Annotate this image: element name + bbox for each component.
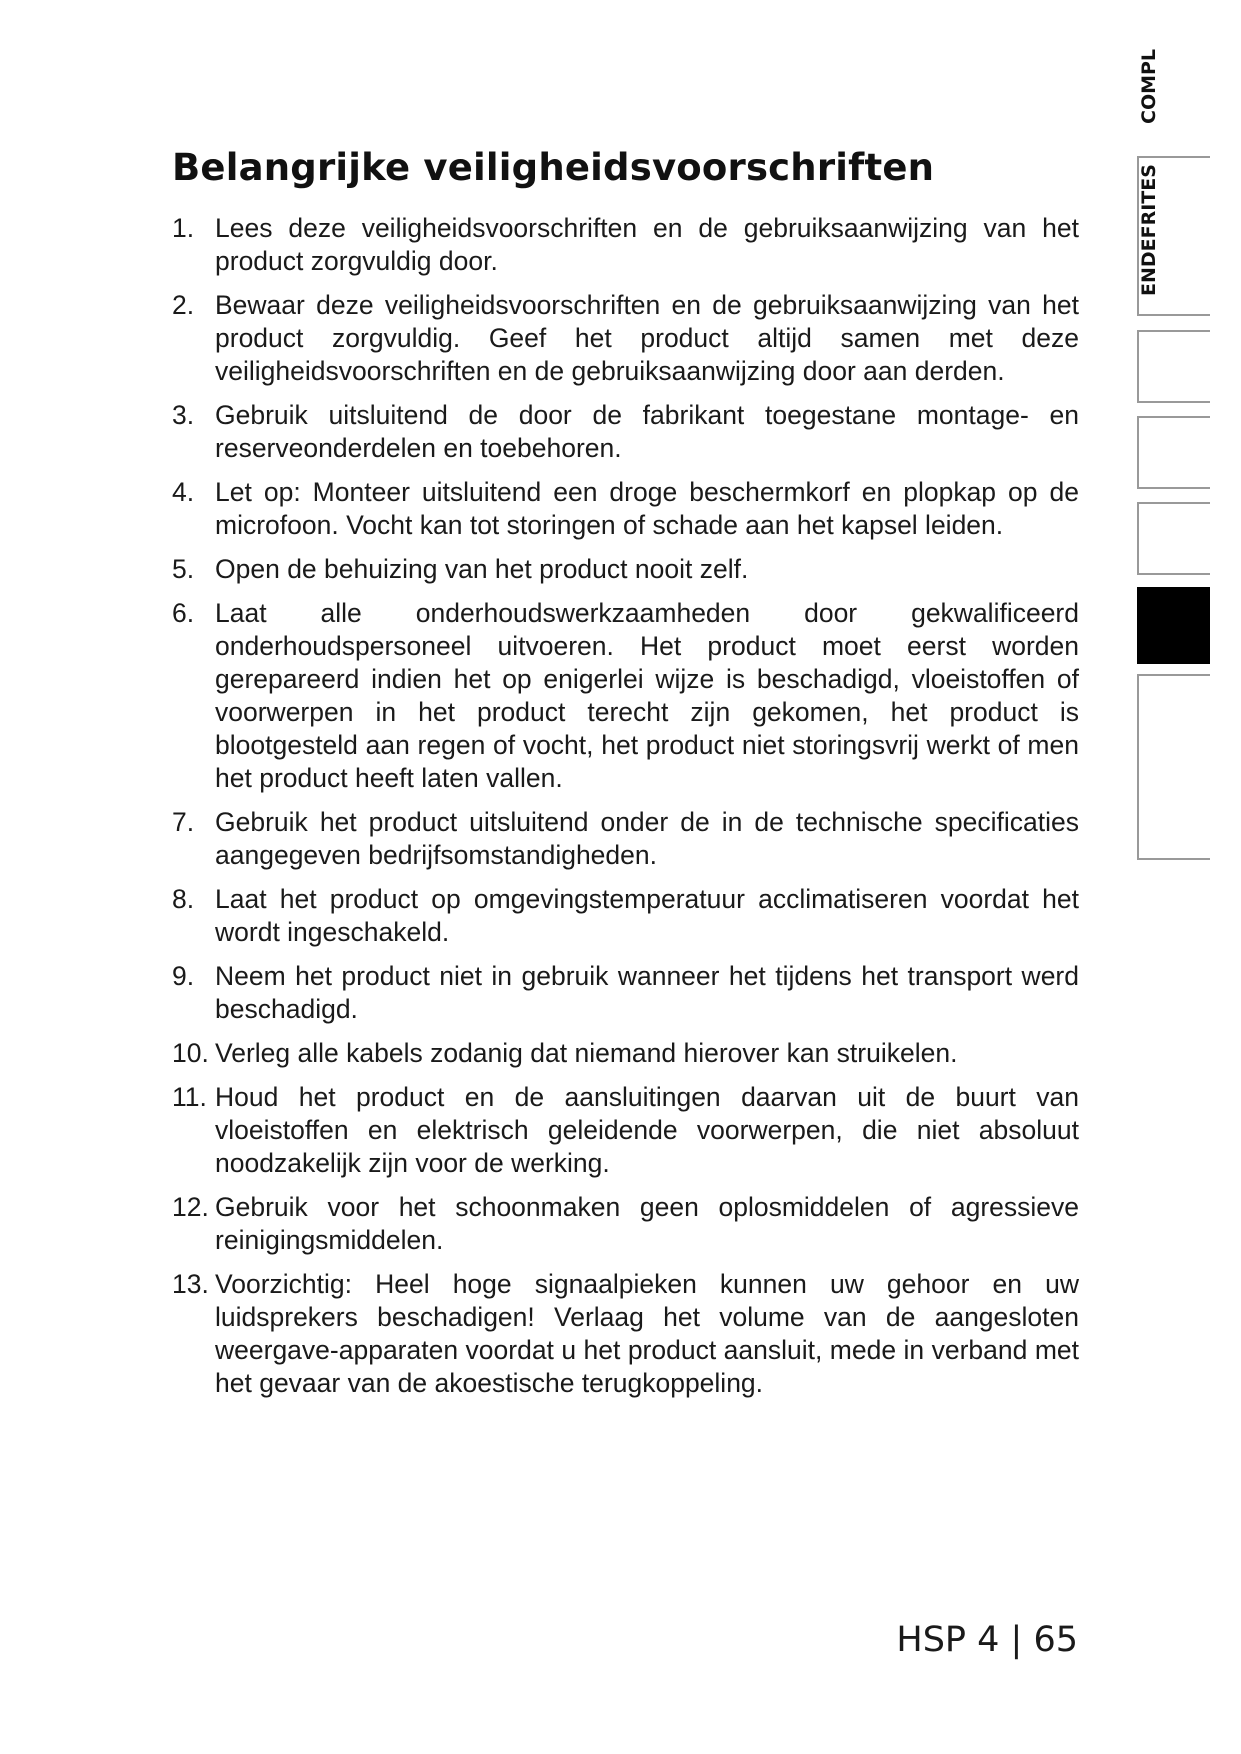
item-text: Voorzichtig: Heel hoge signaalpieken kunnen uw gehoor en uw luidsprekers beschadigen! Verlaag het volume van de aangesloten weergave-apparaten voordat u het product aansluit, mede in verband met het gevaar van de akoestische terugkoppeling. (215, 1269, 1079, 1398)
tab-5[interactable] (1137, 502, 1210, 575)
list-item (172, 883, 1079, 949)
list-item (172, 960, 1079, 1026)
page-footer: HSP 4 | 65 (896, 1620, 1078, 1660)
item-number: 11. (172, 1082, 207, 1112)
item-number: 9. (172, 961, 195, 991)
item-number: 6. (172, 598, 195, 628)
tab-active[interactable] (1137, 587, 1210, 664)
list-item (172, 476, 1079, 542)
item-text: Bewaar deze veiligheidsvoorschriften en de gebruiksaanwijzing van het product zorgvuldig. Geef het product altijd samen met deze veiligheidsvoorschriften en de gebruiksaanwijzing door aan derden. (215, 290, 1079, 386)
tab-3[interactable] (1137, 330, 1210, 403)
list-item (172, 806, 1079, 872)
list-item (172, 212, 1079, 278)
tab-label-endefrites: ENDEFRITES (1138, 164, 1160, 296)
tab-7[interactable] (1137, 674, 1210, 860)
item-text: Laat het product op omgevingstemperatuur acclimatiseren voordat het wordt ingeschakeld. (215, 884, 1079, 947)
safety-instructions-list (172, 212, 1079, 1411)
item-text: Laat alle onderhoudswerkzaamheden door gekwalificeerd onderhoudspersoneel uitvoeren. Het product moet eerst worden gerepareerd indien het op enigerlei wijze is beschadigd, vloeistoffen of voorwerpen in het product terecht zijn gekomen, het product is blootgesteld aan regen of vocht, het product niet storingsvrij werkt of men het product heeft laten vallen. (215, 598, 1079, 793)
item-number: 7. (172, 807, 195, 837)
list-item (172, 289, 1079, 388)
tab-label-compl: COMPL (1138, 48, 1160, 124)
tab-4[interactable] (1137, 416, 1210, 489)
item-number: 2. (172, 290, 195, 320)
item-number: 10. (172, 1038, 209, 1068)
item-number: 3. (172, 400, 195, 430)
item-number: 8. (172, 884, 195, 914)
item-text: Lees deze veiligheidsvoorschriften en de gebruiksaanwijzing van het product zorgvuldig door. (215, 213, 1079, 276)
list-item (172, 1081, 1079, 1180)
list-item (172, 1037, 1079, 1070)
list-item (172, 399, 1079, 465)
page-title: Belangrijke veiligheidsvoorschriften (172, 146, 935, 189)
list-item (172, 1268, 1079, 1400)
language-tabs (1137, 0, 1241, 870)
item-text: Let op: Monteer uitsluitend een droge beschermkorf en plopkap op de microfoon. Vocht kan tot storingen of schade aan het kapsel leiden. (215, 477, 1079, 540)
item-text: Gebruik uitsluitend de door de fabrikant toegestane montage- en reserveonderdelen en toebehoren. (215, 400, 1079, 463)
item-text: Gebruik het product uitsluitend onder de in de technische specificaties aangegeven bedrijfsomstandigheden. (215, 807, 1079, 870)
list-item (172, 1191, 1079, 1257)
item-number: 4. (172, 477, 195, 507)
item-text: Verleg alle kabels zodanig dat niemand hierover kan struikelen. (215, 1038, 958, 1068)
list-item (172, 597, 1079, 795)
item-number: 5. (172, 554, 195, 584)
item-text: Gebruik voor het schoonmaken geen oplosmiddelen of agressieve reinigingsmiddelen. (215, 1192, 1079, 1255)
item-text: Open de behuizing van het product nooit zelf. (215, 554, 749, 584)
item-text: Neem het product niet in gebruik wanneer het tijdens het transport werd beschadigd. (215, 961, 1079, 1024)
item-number: 13. (172, 1269, 209, 1299)
item-text: Houd het product en de aansluitingen daarvan uit de buurt van vloeistoffen en elektrisch geleidende voorwerpen, die niet absoluut noodzakelijk zijn voor de werking. (215, 1082, 1079, 1178)
item-number: 1. (172, 213, 195, 243)
item-number: 12. (172, 1192, 209, 1222)
list-item (172, 553, 1079, 586)
